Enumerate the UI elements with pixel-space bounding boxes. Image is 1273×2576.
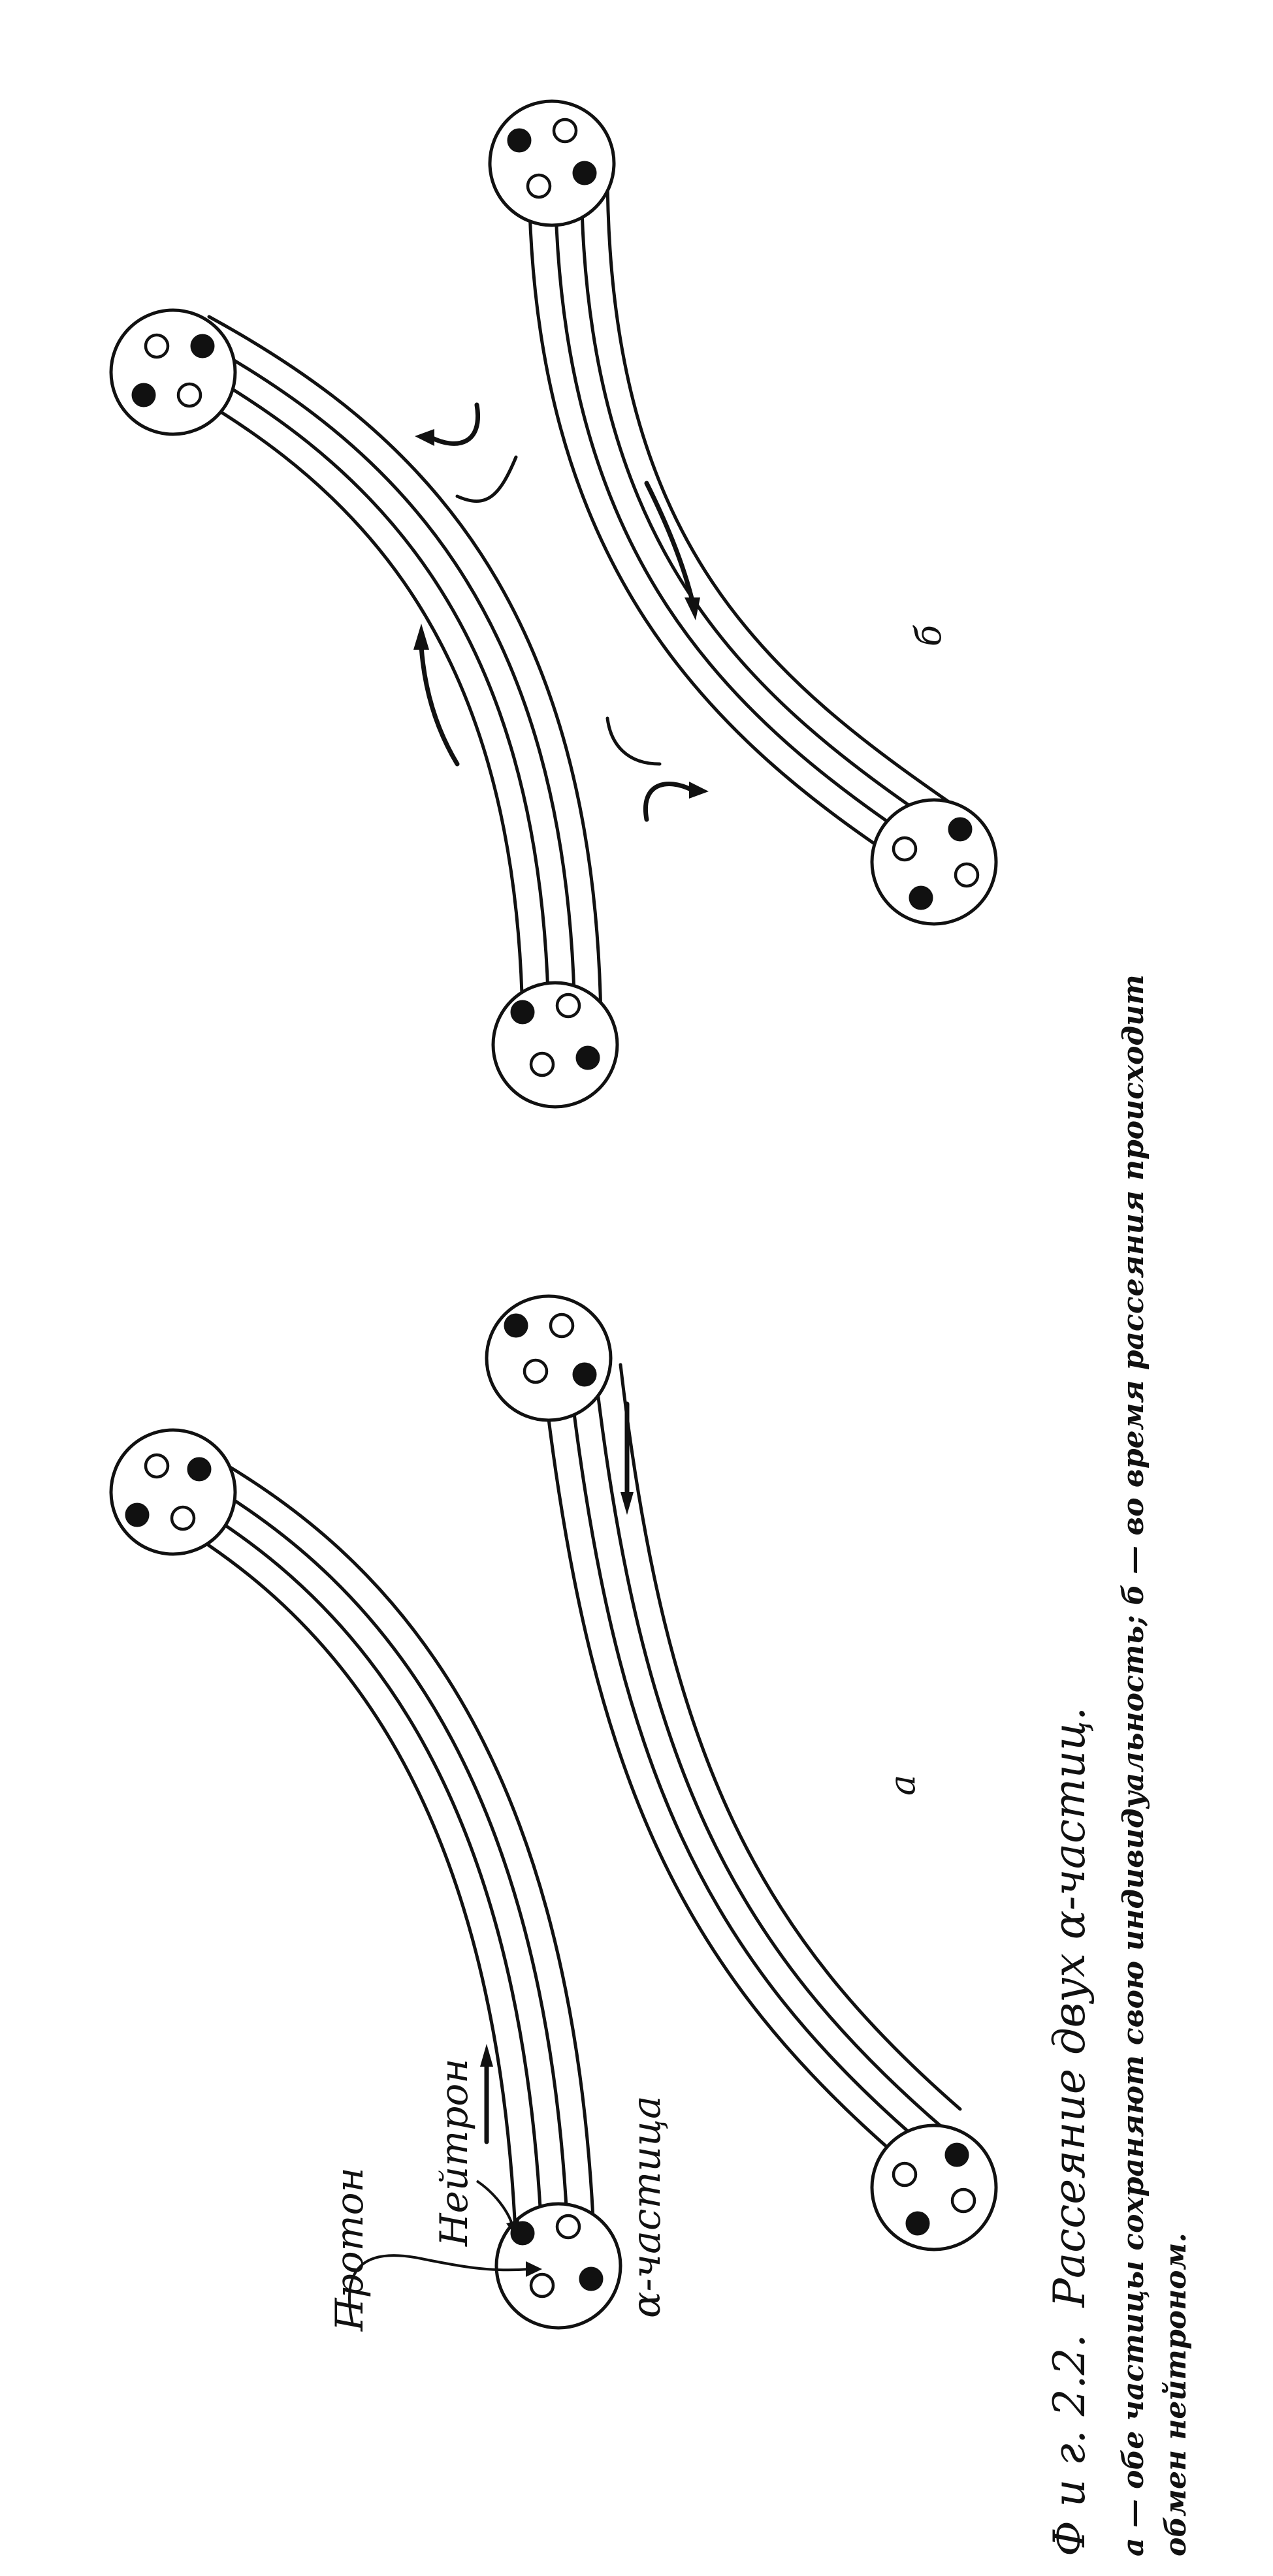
panel-b-exchange-lower <box>607 718 660 764</box>
label-neutron: Нейтрон <box>432 2058 476 2246</box>
leader-neutron <box>477 2181 513 2227</box>
panel-b-arrow-1 <box>413 624 457 764</box>
panel-b-nucleus-lower-left <box>493 983 617 1107</box>
panel-b-nucleus-lower-right <box>872 800 996 924</box>
caption-title: Рассеяние двух α-частиц. <box>1044 1706 1095 2308</box>
panel-a-nucleus-lower-right <box>872 2125 996 2250</box>
caption-number: Ф и г. 2.2. <box>1044 2334 1095 2556</box>
panel-b-nucleus-upper-right <box>490 101 614 225</box>
caption-title-line <box>1044 1707 1095 2556</box>
label-alpha: α-частица <box>624 2095 669 2318</box>
panel-b-hook-arrow-upper <box>415 405 478 446</box>
caption <box>1044 974 1193 2556</box>
caption-line-2: обмен нейтроном. <box>1159 2233 1193 2556</box>
panel-b <box>111 101 996 1107</box>
panel-a-nucleus-upper-right <box>487 1296 611 1420</box>
panel-a-track-2 <box>542 1365 960 2168</box>
panel-b-hook-arrow-lower <box>645 782 709 819</box>
particle-labels <box>327 2058 669 2332</box>
panel-a-nucleus-upper-left <box>111 1430 235 1554</box>
caption-line-1: а — обе частицы сохраняют свою индивидуальность; б — во время рассеяния происходит <box>1117 974 1150 2556</box>
panel-b-track-2 <box>529 170 960 868</box>
label-proton: Протон <box>327 2167 372 2331</box>
panel-a-track-1 <box>137 1453 594 2246</box>
panel-b-label: б <box>908 625 949 646</box>
panel-a-label: а <box>882 1774 923 1796</box>
panel-a-arrow-1 <box>480 2044 493 2142</box>
panel-a <box>111 1296 996 2328</box>
panel-b-exchange-upper <box>457 457 516 501</box>
panel-b-nucleus-upper-left <box>111 310 235 434</box>
